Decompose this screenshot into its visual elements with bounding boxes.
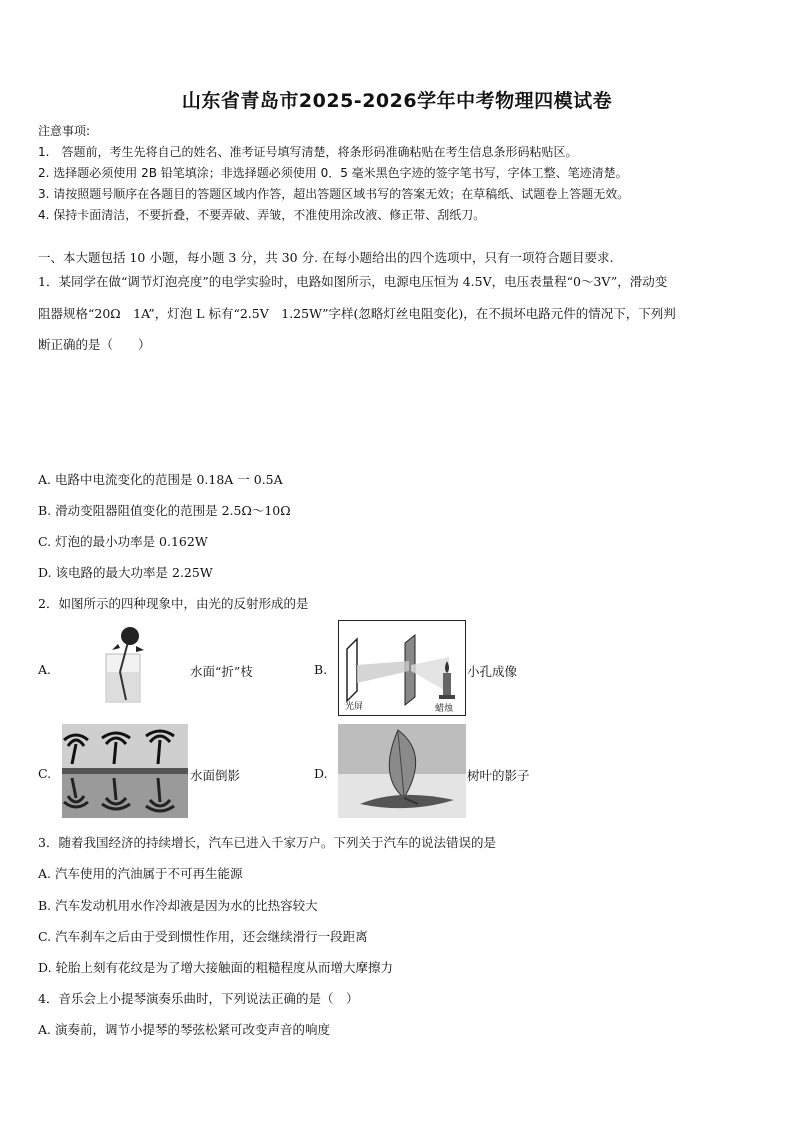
q3-option-a: A. 汽车使用的汽油属于不可再生能源: [38, 866, 243, 881]
q2-option-d-letter: D.: [314, 766, 328, 781]
q1-option-a: A. 电路中电流变化的范围是 0.18A 一 0.5A: [38, 472, 283, 487]
q2-option-d-image: [338, 724, 466, 818]
q3-stem: 3．随着我国经济的持续增长，汽车已进入千家万户。下列关于汽车的说法错误的是: [38, 835, 496, 850]
q2-option-b-candle-label: 蜡烛: [435, 704, 454, 714]
q2-option-a-image: [98, 624, 156, 706]
notice-heading: 注意事项:: [38, 124, 91, 138]
q2-option-b-screen-label: 光屏: [345, 702, 364, 712]
q2-option-b-caption: 小孔成像: [467, 664, 518, 679]
q2-option-b-image: [338, 620, 466, 716]
q2-option-d-caption: 树叶的影子: [467, 768, 530, 783]
q1-stem-line-3: 断正确的是（ ）: [38, 337, 151, 352]
section-heading: 一、本大题包括 10 小题，每小题 3 分，共 30 分. 在每小题给出的四个选项中，只有一项符合题目要求.: [38, 250, 614, 265]
q1-option-b: B. 滑动变阻器阻值变化的范围是 2.5Ω～10Ω: [38, 503, 291, 518]
q2-option-c-letter: C.: [38, 766, 52, 781]
notice-item-1: 1. 答题前，考生先将自己的姓名、准考证号填写清楚，将条形码准确粘贴在考生信息条形码粘贴区。: [38, 145, 578, 159]
q2-stem: 2．如图所示的四种现象中，由光的反射形成的是: [38, 596, 309, 611]
q3-option-b: B. 汽车发动机用水作冷却液是因为水的比热容较大: [38, 898, 318, 913]
q4-option-a: A. 演奏前，调节小提琴的琴弦松紧可改变声音的响度: [38, 1022, 330, 1037]
q1-stem-line-2: 阻器规格“20Ω 1A”，灯泡 L 标有“2.5V 1.25W”字样(忽略灯丝电阻变化)，在不损坏电路元件的情况下，下列判: [38, 306, 676, 321]
q1-stem-line-1: 1．某同学在做“调节灯泡亮度”的电学实验时，电路如图所示，电源电压恒为 4.5V，电压表量程“0～3V”，滑动变: [38, 274, 668, 289]
q3-option-d: D. 轮胎上刻有花纹是为了增大接触面的粗糙程度从而增大摩擦力: [38, 960, 394, 975]
notice-item-4: 4. 保持卡面清洁，不要折叠，不要弄破、弄皱，不准使用涂改液、修正带、刮纸刀。: [38, 208, 486, 222]
notice-item-2: 2. 选择题必须使用 2B 铅笔填涂；非选择题必须使用 0．5 毫米黑色字迹的签字笔书写，字体工整、笔迹清楚。: [38, 166, 628, 180]
q1-option-d: D. 该电路的最大功率是 2.25W: [38, 565, 213, 580]
q2-option-c-caption: 水面倒影: [190, 768, 241, 783]
q2-option-c-image: [62, 724, 188, 818]
page-title: 山东省青岛市2025-2026学年中考物理四模试卷: [181, 90, 613, 112]
q2-option-b-letter: B.: [314, 662, 328, 677]
q3-option-c: C. 汽车刹车之后由于受到惯性作用，还会继续滑行一段距离: [38, 929, 368, 944]
q4-stem: 4．音乐会上小提琴演奏乐曲时，下列说法正确的是（ ）: [38, 991, 359, 1006]
q1-option-c: C. 灯泡的最小功率是 0.162W: [38, 534, 208, 549]
q2-option-a-letter: A.: [38, 662, 52, 677]
notice-item-3: 3. 请按照题号顺序在各题目的答题区域内作答，超出答题区域书写的答案无效；在草稿纸、试题卷上答题无效。: [38, 187, 630, 201]
q2-option-a-caption: 水面“折”枝: [190, 664, 253, 679]
